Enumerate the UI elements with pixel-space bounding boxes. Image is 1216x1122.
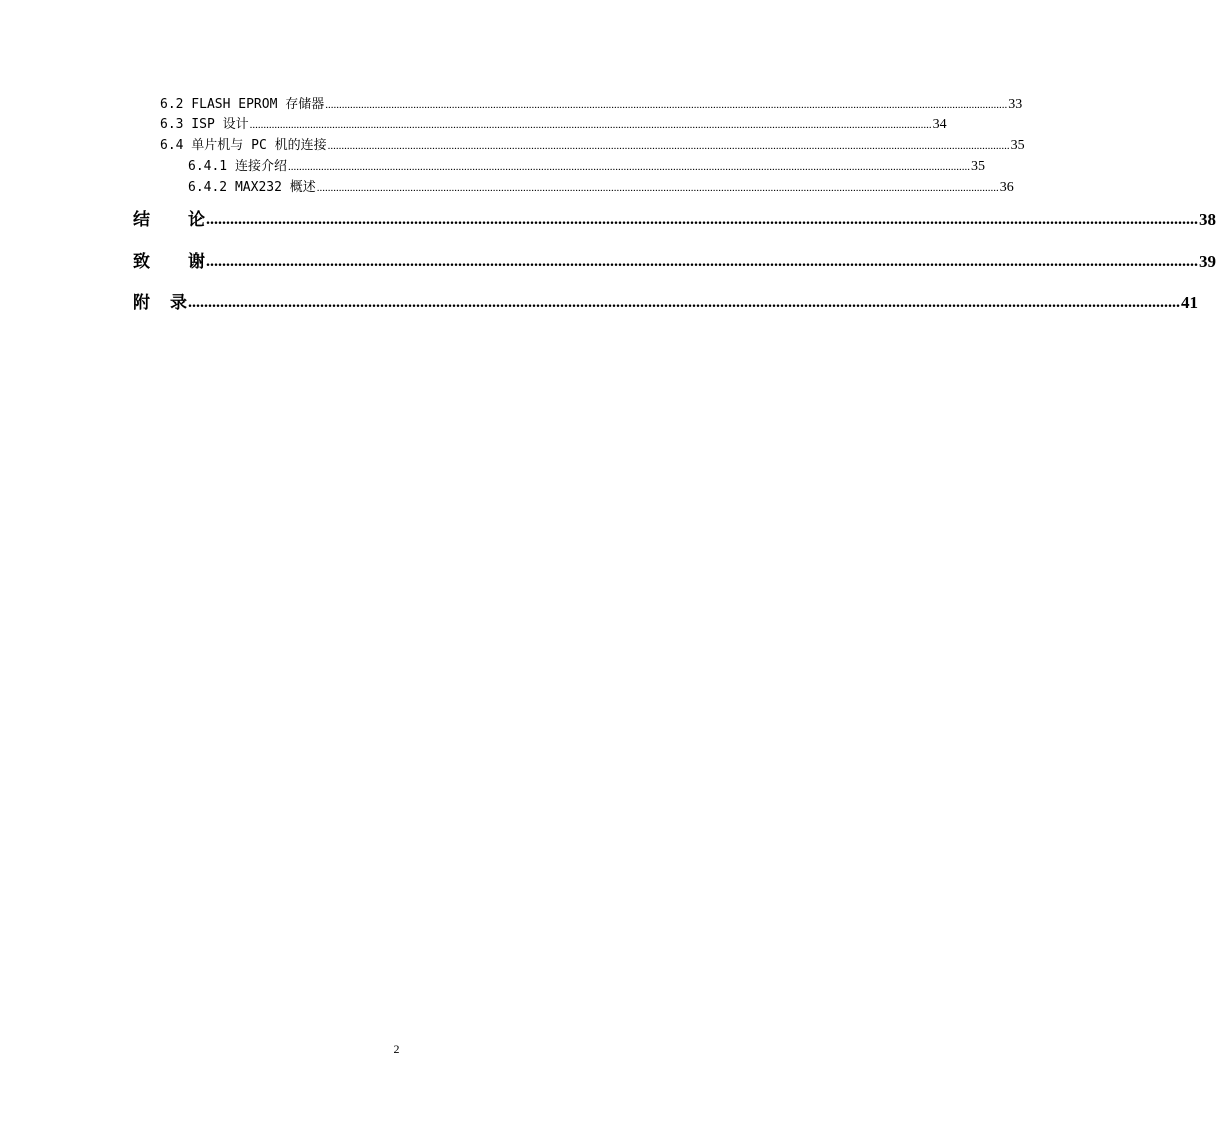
toc-dot-leader: ........................................................................................................................................................................................................................................................ — [325, 99, 1008, 111]
toc-entry-page: 36 — [999, 180, 1014, 195]
toc-entry-page: 35 — [970, 159, 985, 174]
toc-entry-page: 39 — [1199, 252, 1216, 271]
toc-dot-leader: ........................................................................................................................................................................................................................................................ — [249, 119, 932, 131]
toc-dot-leader: ........................................................................................................................................................................................................................................................ — [206, 253, 1198, 270]
toc-label-char: 录 — [170, 293, 187, 313]
toc-entry-label — [133, 208, 205, 232]
toc-entry-label: 6.4 单片机与 PC 机的连接 — [160, 138, 327, 153]
toc-entry-page: 38 — [1199, 210, 1216, 229]
toc-entry-conclusion[interactable] — [133, 208, 1216, 232]
toc-dot-leader: ........................................................................................................................................................................................................................................................ — [188, 294, 1180, 311]
toc-label-char: 致 — [133, 252, 150, 272]
toc-dot-leader: ........................................................................................................................................................................................................................................................ — [316, 182, 999, 194]
toc-entry-6-2[interactable] — [160, 96, 1023, 114]
toc-entry-label: 6.2 FLASH EPROM 存储器 — [160, 97, 325, 112]
toc-entry-label: 6.3 ISP 设计 — [160, 117, 249, 132]
toc-entry-label — [133, 250, 205, 274]
toc-dot-leader: ........................................................................................................................................................................................................................................................ — [206, 211, 1198, 228]
toc-entry-6-3[interactable] — [160, 116, 947, 134]
toc-entry-page: 41 — [1181, 293, 1198, 312]
toc-entry-page: 35 — [1010, 138, 1025, 153]
toc-entry-page: 34 — [932, 117, 947, 132]
toc-entry-acknowledgements[interactable] — [133, 250, 1216, 274]
toc-label-char: 结 — [133, 210, 150, 230]
toc-entry-appendix[interactable] — [133, 291, 1198, 315]
toc-entry-page: 33 — [1008, 97, 1023, 112]
toc-dot-leader: ........................................................................................................................................................................................................................................................ — [287, 161, 970, 173]
page-number: 2 — [393, 1042, 400, 1056]
toc-label-char: 论 — [188, 210, 205, 230]
toc-entry-label — [133, 291, 187, 315]
toc-entry-label: 6.4.2 MAX232 概述 — [188, 180, 316, 195]
toc-entry-6-4-1[interactable] — [188, 158, 985, 176]
toc-label-char: 谢 — [188, 252, 205, 272]
toc-entry-label: 6.4.1 连接介绍 — [188, 159, 287, 174]
toc-entry-6-4[interactable] — [160, 137, 1025, 155]
toc-entry-6-4-2[interactable] — [188, 179, 1014, 197]
toc-dot-leader: ........................................................................................................................................................................................................................................................ — [327, 140, 1010, 152]
toc-label-char: 附 — [133, 293, 150, 313]
